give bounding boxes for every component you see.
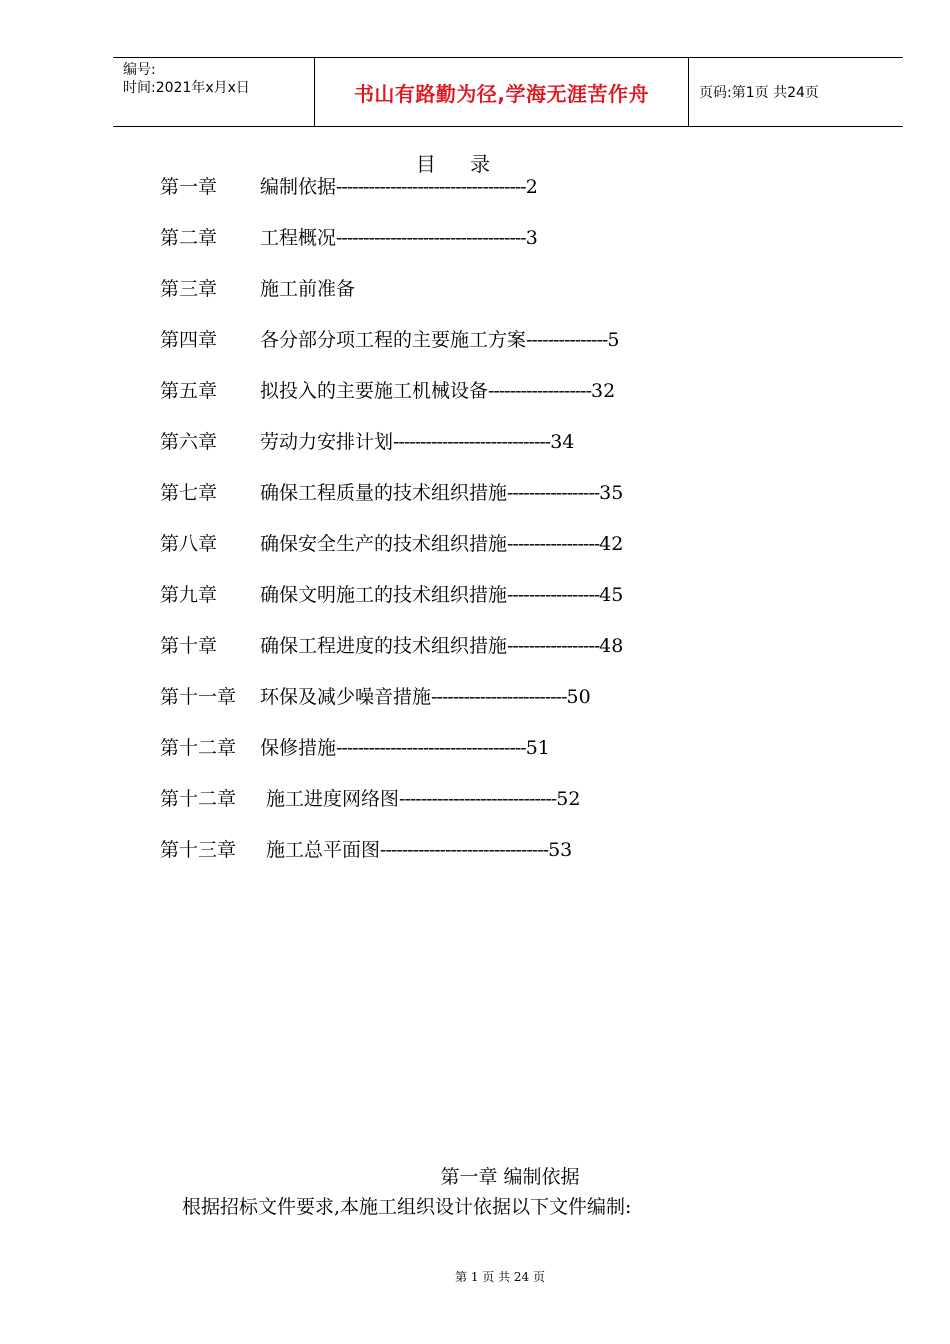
toc-leader: ----------------- (507, 482, 600, 504)
toc-entry (160, 170, 780, 221)
toc-entry (160, 425, 780, 476)
toc-entry-title: 确保文明施工的技术组织措施 (260, 584, 508, 606)
toc-title: 目 录 (415, 152, 505, 176)
toc-leader: ----------------------------- (399, 788, 557, 810)
toc-page-number: 3 (525, 227, 538, 249)
toc-page-number: 53 (548, 839, 573, 861)
toc-entry-title: 确保工程质量的技术组织措施 (260, 482, 508, 504)
toc-leader: ----------------- (507, 635, 600, 657)
toc-leader: ----------------------------- (393, 431, 551, 453)
toc-page-number: 5 (607, 329, 620, 351)
toc-entry (160, 731, 780, 782)
toc-leader: ----------------- (507, 533, 600, 555)
toc-chapter: 第十一章 (160, 686, 237, 708)
page-footer: 第 1 页 共 24 页 (455, 1270, 545, 1284)
toc-entry-title: 编制依据 (260, 176, 337, 198)
table-of-contents (160, 170, 780, 884)
toc-leader: ----------------- (507, 584, 600, 606)
toc-entry (160, 527, 780, 578)
header-slogan: 书山有路勤为径,学海无涯苦作舟 (353, 81, 650, 106)
toc-chapter: 第四章 (160, 329, 218, 351)
toc-entry-title: 保修措施 (260, 737, 337, 759)
section-heading: 第一章 编制依据 (440, 1166, 580, 1188)
header-slogan-cell (315, 58, 689, 126)
toc-entry (160, 629, 780, 680)
toc-page-number: 52 (556, 788, 581, 810)
toc-entry (160, 782, 780, 833)
toc-chapter: 第十二章 (160, 737, 237, 759)
toc-entry (160, 272, 780, 323)
toc-entry-title: 确保工程进度的技术组织措施 (260, 635, 508, 657)
toc-chapter: 第十三章 (160, 839, 237, 861)
toc-chapter: 第三章 (160, 278, 218, 300)
section-paragraph: 根据招标文件要求,本施工组织设计依据以下文件编制: (182, 1196, 632, 1218)
toc-entry-title: 施工前准备 (260, 278, 356, 300)
toc-leader: ----------------------------------- (336, 176, 526, 198)
toc-page-number: 35 (599, 482, 624, 504)
toc-chapter: 第十章 (160, 635, 218, 657)
toc-entry (160, 323, 780, 374)
toc-page-number: 51 (525, 737, 550, 759)
toc-chapter: 第六章 (160, 431, 218, 453)
toc-entry (160, 476, 780, 527)
toc-entry (160, 680, 780, 731)
toc-chapter: 第八章 (160, 533, 218, 555)
toc-entry-title: 工程概况 (260, 227, 337, 249)
toc-entry-title: 确保安全生产的技术组织措施 (260, 533, 508, 555)
toc-chapter: 第七章 (160, 482, 218, 504)
toc-page-number: 42 (599, 533, 624, 555)
toc-chapter: 第十二章 (160, 788, 237, 810)
toc-leader: ------------------------------- (380, 839, 549, 861)
toc-leader: --------------- (526, 329, 608, 351)
toc-chapter: 第九章 (160, 584, 218, 606)
page-header (113, 57, 903, 127)
toc-entry (160, 833, 780, 884)
toc-page-number: 34 (550, 431, 575, 453)
toc-entry (160, 221, 780, 272)
toc-entry (160, 374, 780, 425)
toc-entry-title: 各分部分项工程的主要施工方案 (260, 329, 527, 351)
toc-entry-title: 施工进度网络图 (260, 788, 400, 810)
toc-page-number: 48 (599, 635, 624, 657)
header-meta (113, 58, 315, 126)
toc-chapter: 第五章 (160, 380, 218, 402)
header-page-info: 页码:第1页 共24页 (699, 85, 819, 101)
document-time: 时间:2021年x月x日 (123, 80, 250, 96)
toc-entry-title: 施工总平面图 (260, 839, 381, 861)
toc-page-number: 32 (591, 380, 616, 402)
toc-chapter: 第二章 (160, 227, 218, 249)
toc-leader: ----------------------------------- (336, 737, 526, 759)
toc-leader: ------------------------- (431, 686, 567, 708)
document-number-label: 编号: (123, 62, 156, 78)
toc-page-number: 50 (566, 686, 591, 708)
toc-entry (160, 578, 780, 629)
toc-entry-title: 劳动力安排计划 (260, 431, 394, 453)
toc-entry-title: 拟投入的主要施工机械设备 (260, 380, 489, 402)
toc-entry-title: 环保及减少噪音措施 (260, 686, 432, 708)
toc-page-number: 45 (599, 584, 624, 606)
toc-leader: ----------------------------------- (336, 227, 526, 249)
toc-chapter: 第一章 (160, 176, 218, 198)
toc-leader: ------------------- (488, 380, 591, 402)
toc-page-number: 2 (525, 176, 538, 198)
